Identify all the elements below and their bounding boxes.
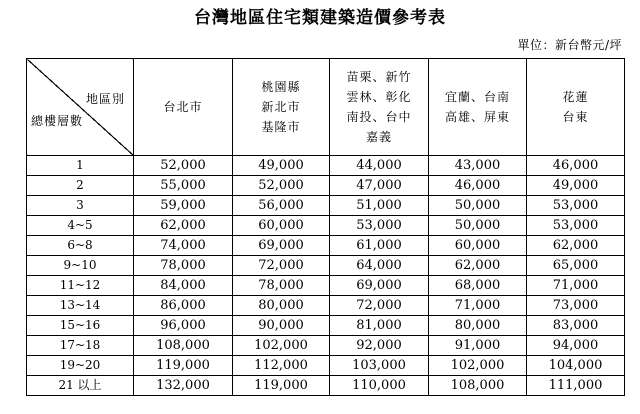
- region-label: 地區別: [85, 92, 125, 106]
- column-header: [527, 59, 625, 156]
- price-cell: 69,000: [233, 236, 330, 256]
- table-row: [27, 256, 625, 276]
- table-row: [27, 196, 625, 216]
- price-cell: 86,000: [134, 296, 233, 316]
- price-cell: 111,000: [527, 376, 625, 396]
- column-header-line: 台北市: [163, 100, 203, 114]
- column-header: [429, 59, 527, 156]
- price-cell: 61,000: [330, 236, 429, 256]
- floor-count-cell: 9~10: [27, 256, 134, 276]
- price-cell: 50,000: [429, 196, 527, 216]
- floor-count-cell: 1: [27, 156, 134, 176]
- table-row: [27, 276, 625, 296]
- floor-count-cell: 17~18: [27, 336, 134, 356]
- column-header: [233, 59, 330, 156]
- column-header-line: 花蓮: [562, 90, 589, 104]
- column-header: [330, 59, 429, 156]
- corner-header-cell: [27, 59, 134, 156]
- table-row: [27, 316, 625, 336]
- price-cell: 72,000: [330, 296, 429, 316]
- floor-count-cell: 11~12: [27, 276, 134, 296]
- column-header-line: 雲林、彰化: [346, 90, 412, 104]
- table-row: [27, 296, 625, 316]
- price-cell: 69,000: [330, 276, 429, 296]
- price-cell: 74,000: [134, 236, 233, 256]
- price-cell: 112,000: [233, 356, 330, 376]
- price-cell: 81,000: [330, 316, 429, 336]
- price-cell: 51,000: [330, 196, 429, 216]
- price-cell: 78,000: [134, 256, 233, 276]
- price-cell: 102,000: [429, 356, 527, 376]
- price-cell: 53,000: [527, 216, 625, 236]
- price-cell: 80,000: [233, 296, 330, 316]
- price-cell: 90,000: [233, 316, 330, 336]
- price-cell: 84,000: [134, 276, 233, 296]
- price-cell: 46,000: [429, 176, 527, 196]
- table-row: [27, 236, 625, 256]
- price-cell: 96,000: [134, 316, 233, 336]
- price-cell: 62,000: [527, 236, 625, 256]
- unit-note: 單位：新台幣元/坪: [517, 38, 622, 52]
- price-cell: 108,000: [429, 376, 527, 396]
- price-cell: 43,000: [429, 156, 527, 176]
- price-cell: 92,000: [330, 336, 429, 356]
- price-cell: 91,000: [429, 336, 527, 356]
- price-cell: 52,000: [233, 176, 330, 196]
- price-cell: 44,000: [330, 156, 429, 176]
- price-cell: 49,000: [233, 156, 330, 176]
- table-row: [27, 376, 625, 396]
- price-cell: 80,000: [429, 316, 527, 336]
- table-row: [27, 176, 625, 196]
- price-cell: 56,000: [233, 196, 330, 216]
- price-cell: 71,000: [429, 296, 527, 316]
- column-header-line: 南投、台中: [346, 110, 412, 124]
- column-header-line: 台東: [562, 110, 589, 124]
- price-cell: 53,000: [527, 196, 625, 216]
- price-cell: 62,000: [429, 256, 527, 276]
- column-header-line: 苗栗、新竹: [346, 70, 412, 84]
- table-row: [27, 156, 625, 176]
- column-header-line: 基隆市: [261, 120, 301, 134]
- price-cell: 60,000: [429, 236, 527, 256]
- price-cell: 94,000: [527, 336, 625, 356]
- price-cell: 60,000: [233, 216, 330, 236]
- floor-count-cell: 15~16: [27, 316, 134, 336]
- price-cell: 55,000: [134, 176, 233, 196]
- price-cell: 73,000: [527, 296, 625, 316]
- table-row: [27, 336, 625, 356]
- price-cell: 68,000: [429, 276, 527, 296]
- price-cell: 52,000: [134, 156, 233, 176]
- column-header-line: 桃園縣: [261, 80, 301, 94]
- document-title: 台灣地區住宅類建築造價參考表: [194, 8, 446, 28]
- floor-count-cell: 19~20: [27, 356, 134, 376]
- price-cell: 132,000: [134, 376, 233, 396]
- price-cell: 108,000: [134, 336, 233, 356]
- column-header: [134, 59, 233, 156]
- column-header-line: 宜蘭、台南: [444, 90, 510, 104]
- floor-count-cell: 13~14: [27, 296, 134, 316]
- floor-count-cell: 4~5: [27, 216, 134, 236]
- column-header-line: 新北市: [261, 100, 301, 114]
- price-cell: 102,000: [233, 336, 330, 356]
- floor-count-cell: 6~8: [27, 236, 134, 256]
- column-header-line: 高雄、屏東: [444, 110, 510, 124]
- price-cell: 71,000: [527, 276, 625, 296]
- price-cell: 72,000: [233, 256, 330, 276]
- price-cell: 83,000: [527, 316, 625, 336]
- price-cell: 49,000: [527, 176, 625, 196]
- price-cell: 110,000: [330, 376, 429, 396]
- price-cell: 103,000: [330, 356, 429, 376]
- price-table: [26, 58, 625, 396]
- price-cell: 62,000: [134, 216, 233, 236]
- floor-count-cell: 3: [27, 196, 134, 216]
- price-cell: 119,000: [233, 376, 330, 396]
- header-row: [27, 59, 625, 156]
- price-cell: 59,000: [134, 196, 233, 216]
- column-header-line: 嘉義: [365, 130, 392, 144]
- price-cell: 53,000: [330, 216, 429, 236]
- floors-label: 總樓層數: [31, 114, 84, 128]
- floor-count-cell: 21 以上: [27, 376, 134, 396]
- table-row: [27, 356, 625, 376]
- price-cell: 46,000: [527, 156, 625, 176]
- price-cell: 50,000: [429, 216, 527, 236]
- price-cell: 78,000: [233, 276, 330, 296]
- price-cell: 47,000: [330, 176, 429, 196]
- price-cell: 104,000: [527, 356, 625, 376]
- price-cell: 64,000: [330, 256, 429, 276]
- price-cell: 65,000: [527, 256, 625, 276]
- price-cell: 119,000: [134, 356, 233, 376]
- floor-count-cell: 2: [27, 176, 134, 196]
- table-row: [27, 216, 625, 236]
